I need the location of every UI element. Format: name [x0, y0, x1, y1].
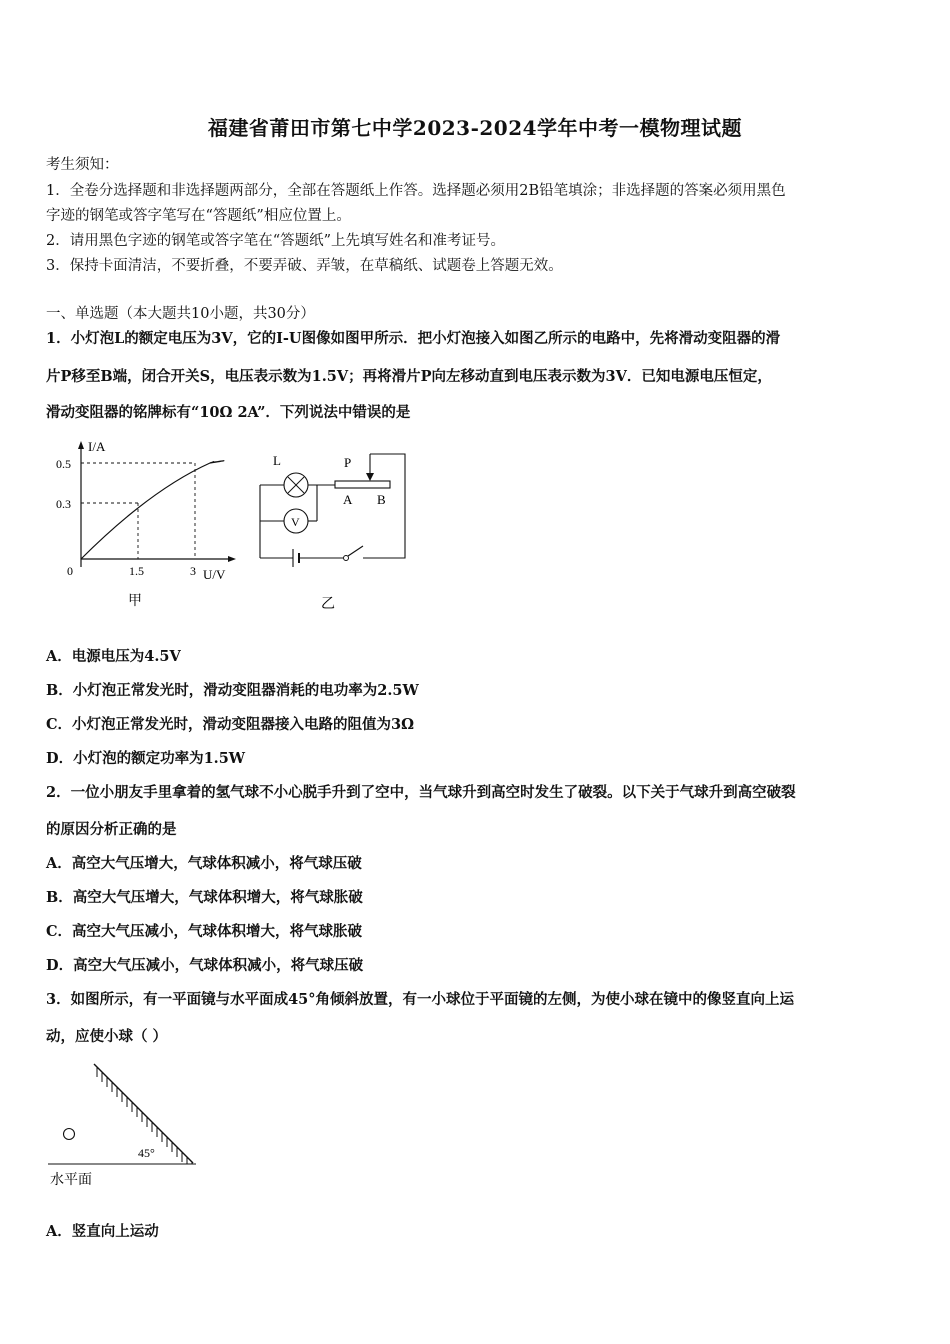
- voltmeter-label: V: [291, 515, 300, 529]
- q1-stem-line2: 片P移至B端，闭合开关S，电压表示数为1.5V；再将滑片P向左移动直到电压表示数为3V．已知电源电压恒定，: [46, 368, 772, 385]
- x-axis-label: U/V: [203, 567, 226, 582]
- x-tick-3: 3: [190, 564, 196, 578]
- angle-label: 45°: [138, 1146, 155, 1160]
- angle-arc: [164, 1146, 170, 1164]
- ground-label: 水平面: [50, 1173, 92, 1188]
- q2-option-a: A．高空大气压增大，气球体积减小，将气球压破: [46, 855, 362, 872]
- notice-item-1-cont: 字迹的钢笔或答字笔写在“答题纸”相应位置上。: [46, 208, 351, 224]
- small-ball: [64, 1129, 75, 1140]
- notice-item-3: 3．保持卡面清洁，不要折叠，不要弄破、弄皱，在草稿纸、试题卷上答题无效。: [46, 258, 563, 274]
- slider-arrow: [366, 473, 374, 481]
- notice-heading: 考生须知：: [46, 157, 119, 173]
- rheostat: [335, 481, 390, 488]
- notice-item-2: 2．请用黑色字迹的钢笔或答字笔在“答题纸”上先填写姓名和准考证号。: [46, 233, 506, 249]
- q2-stem-line1: 2．一位小朋友手里拿着的氢气球不小心脱手升到了空中，当气球升到高空时发生了破裂。以下关于气球升到高空破裂: [46, 784, 796, 801]
- q2-option-d: D．高空大气压减小，气球体积减小，将气球压破: [46, 957, 364, 974]
- q2-option-b: B．高空大气压增大，气球体积增大，将气球胀破: [46, 889, 363, 906]
- notice-item-1: 1．全卷分选择题和非选择题两部分，全部在答题纸上作答。选择题必须用2B铅笔填涂；非选择题的答案必须用黑色: [46, 183, 786, 199]
- q3-stem-line2: 动，应使小球（ ）: [46, 1028, 168, 1045]
- y-axis-arrow: [78, 441, 84, 449]
- q2-stem-line2: 的原因分析正确的是: [46, 821, 177, 838]
- mirror-figure: [44, 1058, 214, 1193]
- iu-curve: [81, 461, 224, 559]
- q1-option-b: B．小灯泡正常发光时，滑动变阻器消耗的电功率为2.5W: [46, 682, 419, 699]
- q2-option-c: C．高空大气压减小，气球体积增大，将气球胀破: [46, 923, 363, 940]
- switch-icon: [348, 546, 363, 556]
- page-title: 福建省莆田市第七中学2023-2024学年中考一模物理试题: [207, 116, 743, 140]
- y-tick-03: 0.3: [56, 497, 71, 511]
- y-tick-05: 0.5: [56, 457, 71, 471]
- iu-graph-figure: [50, 435, 250, 615]
- circuit-figure: [255, 445, 415, 615]
- graph-caption: 甲: [128, 594, 142, 609]
- lamp-label: L: [273, 453, 281, 468]
- circuit-caption: 乙: [321, 597, 335, 612]
- q3-stem-line1: 3．如图所示，有一平面镜与水平面成45°角倾斜放置，有一小球位于平面镜的左侧，为使小球在镜中的像竖直向上运: [46, 991, 795, 1008]
- slider-label: P: [344, 455, 352, 470]
- origin-label: 0: [67, 564, 73, 578]
- end-b-label: B: [377, 492, 386, 507]
- x-axis-arrow: [228, 556, 236, 562]
- q1-stem-line3: 滑动变阻器的铭牌标有“10Ω 2A”．下列说法中错误的是: [46, 404, 411, 421]
- switch-pivot: [344, 556, 349, 561]
- x-tick-15: 1.5: [129, 564, 144, 578]
- q3-option-a: A．竖直向上运动: [46, 1223, 159, 1240]
- q1-stem-line1: 1．小灯泡L的额定电压为3V，它的I-U图像如图甲所示．把小灯泡接入如图乙所示的电路中，先将滑动变阻器的滑: [46, 330, 781, 347]
- y-axis-label: I/A: [88, 439, 106, 454]
- q1-option-a: A．电源电压为4.5V: [46, 648, 181, 665]
- end-a-label: A: [343, 492, 353, 507]
- section-heading: 一、单选题（本大题共10小题，共30分）: [46, 306, 315, 322]
- q1-option-c: C．小灯泡正常发光时，滑动变阻器接入电路的阻值为3Ω: [46, 716, 415, 733]
- q1-option-d: D．小灯泡的额定功率为1.5W: [46, 750, 246, 767]
